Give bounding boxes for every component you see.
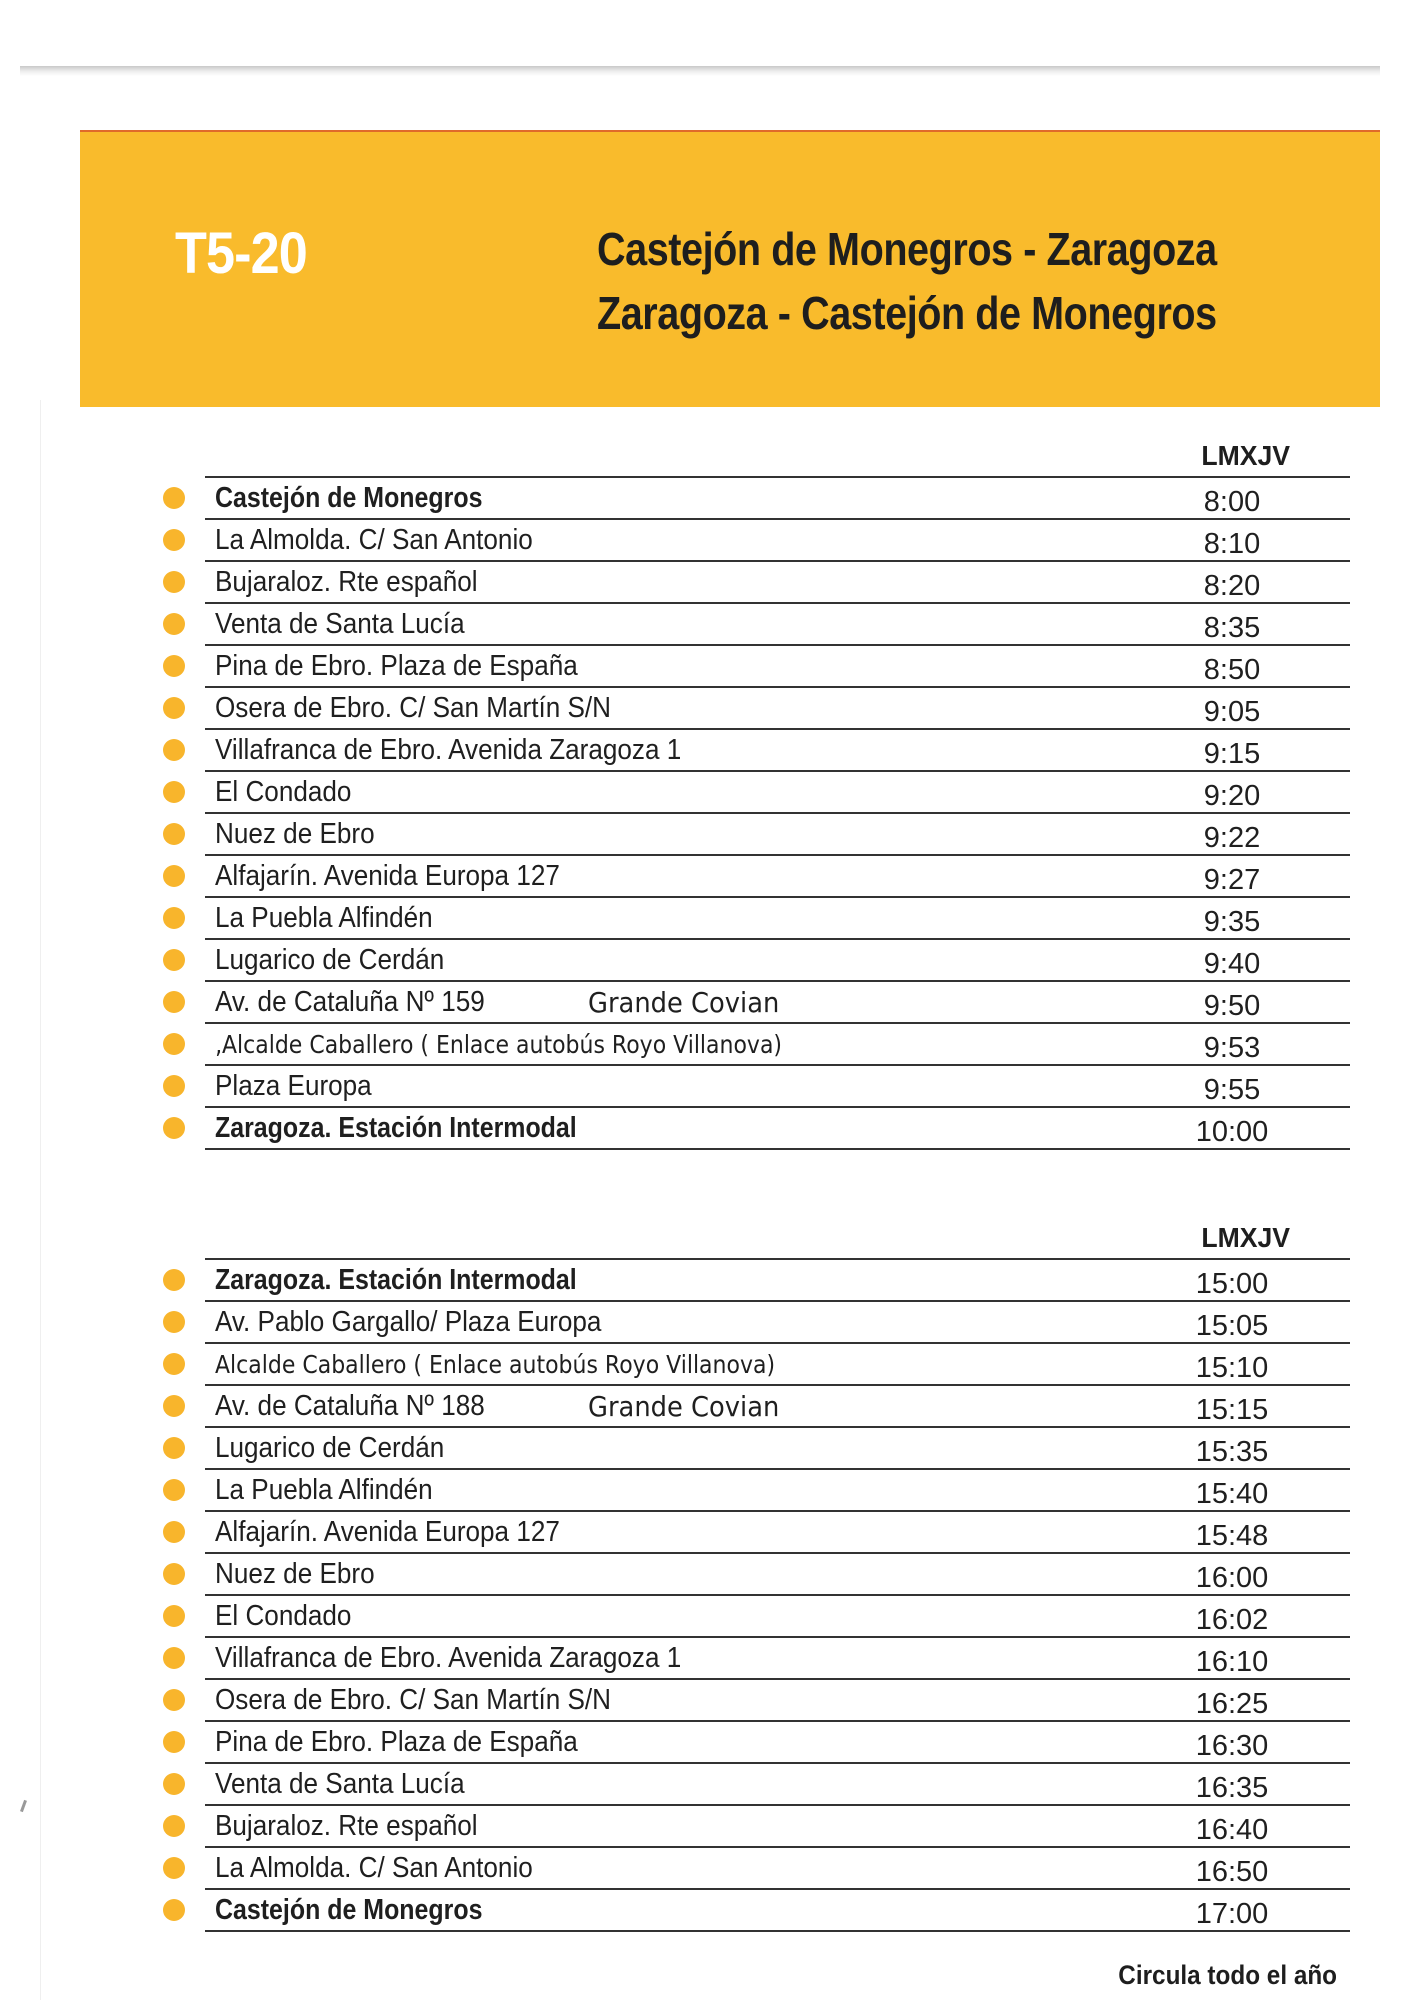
stop-name: Nuez de Ebro: [215, 817, 375, 850]
timetable-row: [205, 1512, 1350, 1554]
departure-time: 16:10: [1195, 1646, 1269, 1678]
departure-time: 9:15: [1203, 738, 1261, 770]
stop-dot-icon: [163, 991, 185, 1013]
stop-dot-icon: [163, 529, 185, 551]
stop-extra-label: Grande Covian: [588, 1389, 780, 1423]
scan-mark: [20, 1800, 27, 1812]
timetable-row: [205, 478, 1350, 520]
route-header: [80, 130, 1380, 407]
stop-dot-icon: [163, 1857, 185, 1879]
stop-dot-icon: [163, 1353, 185, 1375]
stop-dot-icon: [163, 1521, 185, 1543]
departure-time: 9:53: [1203, 1032, 1261, 1064]
stop-name: Av. de Cataluña Nº 188: [215, 1389, 485, 1422]
days-header-label: LMXJV: [1200, 440, 1290, 471]
service-note: Circula todo el año: [1118, 1960, 1337, 1990]
stop-dot-icon: [163, 1311, 185, 1333]
stop-dot-icon: [163, 1075, 185, 1097]
stop-dot-icon: [163, 781, 185, 803]
stop-name: Villafranca de Ebro. Avenida Zaragoza 1: [215, 1641, 682, 1674]
departure-time: 15:48: [1195, 1520, 1269, 1552]
departure-time: 15:10: [1195, 1352, 1269, 1384]
stop-dot-icon: [163, 571, 185, 593]
departure-time: 9:22: [1203, 822, 1261, 854]
route-titles: [597, 217, 1318, 345]
stop-dot-icon: [163, 949, 185, 971]
stop-dot-icon: [163, 1269, 185, 1291]
days-header-label: LMXJV: [1200, 1222, 1290, 1253]
departure-time: 9:05: [1203, 696, 1261, 728]
stop-dot-icon: [163, 1033, 185, 1055]
stop-name: Zaragoza. Estación Intermodal: [215, 1263, 577, 1296]
stop-name: Villafranca de Ebro. Avenida Zaragoza 1: [215, 733, 682, 766]
timetable-row: [205, 604, 1350, 646]
departure-time: 15:40: [1195, 1478, 1269, 1510]
departure-time: 8:00: [1203, 486, 1261, 518]
timetable-row: [205, 1108, 1350, 1150]
timetable-row: [205, 1890, 1350, 1932]
stop-name: Venta de Santa Lucía: [215, 607, 465, 640]
stop-name: Plaza Europa: [215, 1069, 372, 1102]
timetable-row: [205, 1764, 1350, 1806]
stop-name: Zaragoza. Estación Intermodal: [215, 1111, 577, 1144]
departure-time: 15:35: [1195, 1436, 1269, 1468]
timetable-row: [205, 1680, 1350, 1722]
stop-name: Nuez de Ebro: [215, 1557, 375, 1590]
stop-name: Alfajarín. Avenida Europa 127: [215, 859, 560, 892]
scan-top-edge: [20, 66, 1380, 76]
departure-time: 16:35: [1195, 1772, 1269, 1804]
departure-time: 9:50: [1203, 990, 1261, 1022]
stop-name: Castejón de Monegros: [215, 1893, 483, 1926]
stop-dot-icon: [163, 487, 185, 509]
timetable-row: [205, 688, 1350, 730]
stop-dot-icon: [163, 1731, 185, 1753]
stop-dot-icon: [163, 1395, 185, 1417]
stop-dot-icon: [163, 1899, 185, 1921]
stop-name: Bujaraloz. Rte español: [215, 565, 478, 598]
timetable-row: [205, 772, 1350, 814]
stop-name: Castejón de Monegros: [215, 481, 483, 514]
days-header: [160, 436, 1350, 476]
timetable-row: [205, 730, 1350, 772]
stop-name: Lugarico de Cerdán: [215, 943, 445, 976]
stop-dot-icon: [163, 907, 185, 929]
stop-name: Av. de Cataluña Nº 159: [215, 985, 485, 1018]
stop-dot-icon: [163, 1605, 185, 1627]
stop-name: Bujaraloz. Rte español: [215, 1809, 478, 1842]
timetable-row: [205, 1302, 1350, 1344]
stop-name: Alcalde Caballero ( Enlace autobús Royo Villanova): [215, 1349, 776, 1379]
timetable-row: [205, 1260, 1350, 1302]
timetable-row: [205, 814, 1350, 856]
timetable-outbound: [160, 436, 1350, 1150]
timetable-row: [205, 1470, 1350, 1512]
departure-time: 16:30: [1195, 1730, 1269, 1762]
timetable-row: [205, 562, 1350, 604]
timetable-row: [205, 1024, 1350, 1066]
timetable-row: [205, 1596, 1350, 1638]
stop-name: Pina de Ebro. Plaza de España: [215, 649, 578, 682]
stop-name: El Condado: [215, 775, 352, 808]
timetable-row: [205, 1722, 1350, 1764]
stop-name: El Condado: [215, 1599, 352, 1632]
stop-name: La Almolda. C/ San Antonio: [215, 1851, 533, 1884]
stop-dot-icon: [163, 1647, 185, 1669]
stop-name: La Puebla Alfindén: [215, 901, 433, 934]
timetable-row: [205, 1554, 1350, 1596]
departure-time: 8:35: [1203, 612, 1261, 644]
timetable-return: [160, 1218, 1350, 1932]
stop-dot-icon: [163, 697, 185, 719]
departure-time: 15:05: [1195, 1310, 1269, 1342]
timetable-row: [205, 856, 1350, 898]
timetable-row: [205, 940, 1350, 982]
route-title-return: Zaragoza - Castejón de Monegros: [597, 287, 1217, 339]
stop-name: Alfajarín. Avenida Europa 127: [215, 1515, 560, 1548]
timetable-row: [205, 1638, 1350, 1680]
timetable-row: [205, 1386, 1350, 1428]
timetable-row: [205, 1344, 1350, 1386]
stop-name: Pina de Ebro. Plaza de España: [215, 1725, 578, 1758]
stop-name: La Almolda. C/ San Antonio: [215, 523, 533, 556]
stop-dot-icon: [163, 655, 185, 677]
departure-time: 9:40: [1203, 948, 1261, 980]
departure-time: 9:35: [1203, 906, 1261, 938]
stop-name: Osera de Ebro. C/ San Martín S/N: [215, 691, 612, 724]
departure-time: 9:55: [1203, 1074, 1261, 1106]
timetable-row: [205, 1806, 1350, 1848]
departure-time: 16:50: [1195, 1856, 1269, 1888]
departure-time: 8:50: [1203, 654, 1261, 686]
departure-time: 16:25: [1195, 1688, 1269, 1720]
scan-left-edge: [40, 400, 41, 2000]
timetable-row: [205, 1848, 1350, 1890]
departure-time: 9:20: [1203, 780, 1261, 812]
timetable-row: [205, 520, 1350, 562]
stop-dot-icon: [163, 739, 185, 761]
stop-extra-label: Grande Covian: [588, 985, 780, 1019]
departure-time: 16:02: [1195, 1604, 1269, 1636]
stop-dot-icon: [163, 1437, 185, 1459]
stop-name: Venta de Santa Lucía: [215, 1767, 465, 1800]
stop-dot-icon: [163, 1117, 185, 1139]
days-header: [160, 1218, 1350, 1258]
timetable-row: [205, 1428, 1350, 1470]
departure-time: 16:00: [1195, 1562, 1269, 1594]
route-code: T5-20: [175, 221, 307, 286]
departure-time: 8:20: [1203, 570, 1261, 602]
stop-dot-icon: [163, 865, 185, 887]
stop-dot-icon: [163, 1563, 185, 1585]
stop-dot-icon: [163, 1773, 185, 1795]
stop-dot-icon: [163, 823, 185, 845]
timetable-row: [205, 646, 1350, 688]
departure-time: 8:10: [1203, 528, 1261, 560]
departure-time: 10:00: [1195, 1116, 1269, 1148]
stop-name: Lugarico de Cerdán: [215, 1431, 445, 1464]
stop-name: La Puebla Alfindén: [215, 1473, 433, 1506]
timetable-row: [205, 982, 1350, 1024]
stop-dot-icon: [163, 1479, 185, 1501]
departure-time: 9:27: [1203, 864, 1261, 896]
departure-time: 15:15: [1195, 1394, 1269, 1426]
timetable-rows: [205, 476, 1350, 1150]
departure-time: 17:00: [1195, 1898, 1269, 1930]
stop-dot-icon: [163, 1689, 185, 1711]
timetable-row: [205, 898, 1350, 940]
timetable-row: [205, 1066, 1350, 1108]
route-title-outbound: Castejón de Monegros - Zaragoza: [597, 223, 1217, 275]
stop-dot-icon: [163, 1815, 185, 1837]
departure-time: 16:40: [1195, 1814, 1269, 1846]
stop-name: Av. Pablo Gargallo/ Plaza Europa: [215, 1305, 602, 1338]
timetable-rows: [205, 1258, 1350, 1932]
stop-name: Osera de Ebro. C/ San Martín S/N: [215, 1683, 612, 1716]
departure-time: 15:00: [1195, 1268, 1269, 1300]
stop-dot-icon: [163, 613, 185, 635]
stop-name: ‚Alcalde Caballero ( Enlace autobús Royo Villanova): [215, 1029, 783, 1059]
